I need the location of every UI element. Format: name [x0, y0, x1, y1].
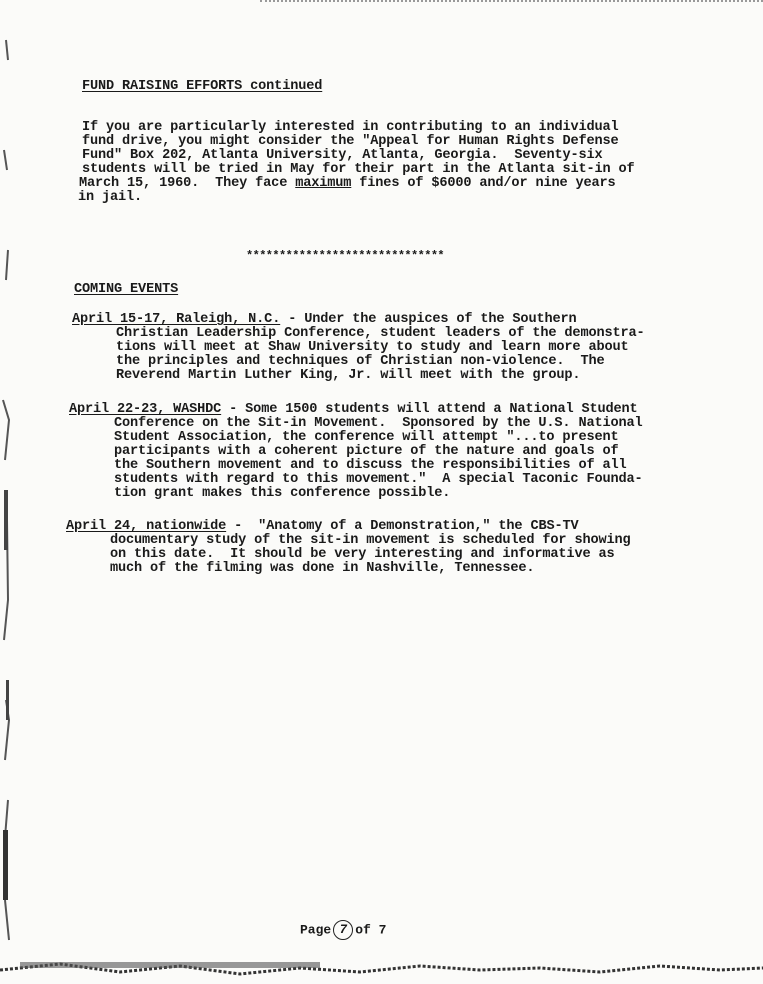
event-line: students with regard to this movement." A special Taconic Founda- [114, 472, 643, 487]
event-date-raleigh: April 15-17, Raleigh, N.C. [72, 312, 281, 327]
event-line: Conference on the Sit-in Movement. Sponsored by the U.S. National [114, 416, 643, 431]
fund-raising-line-4: students will be tried in May for their part in the Atlanta sit-in of [82, 162, 635, 177]
event-line: tions will meet at Shaw University to study and learn more about [116, 340, 629, 355]
event-line: - Under the auspices of the Southern [280, 312, 577, 327]
fund-raising-line-5-start: March 15, 1960. They face [79, 176, 296, 191]
event-line: the Southern movement and to discuss the responsibilities of all [114, 458, 627, 473]
event-line: participants with a coherent picture of the nature and goals of [114, 444, 619, 459]
fund-raising-line-5-tail: fines of $6000 and/or nine years [351, 176, 616, 191]
fund-raising-line-2: fund drive, you might consider the "Appeal for Human Rights Defense [82, 134, 619, 149]
event-line: much of the filming was done in Nashville, Tennessee. [110, 561, 535, 576]
scan-left-edge-noise [0, 0, 18, 984]
event-line: Student Association, the conference will attempt "...to present [114, 430, 619, 445]
page-footer [300, 920, 386, 940]
fund-raising-line-5 [79, 177, 616, 191]
page-of-total: of 7 [355, 922, 387, 938]
page-label: Page [300, 922, 332, 938]
fund-raising-line-3: Fund" Box 202, Atlanta University, Atlanta, Georgia. Seventy-six [82, 148, 603, 163]
coming-events-heading: COMING EVENTS [74, 282, 179, 297]
scan-top-border [260, 0, 763, 5]
section-separator: ****************************** [246, 249, 445, 263]
page-number-circled: 7 [333, 920, 353, 940]
fund-raising-line-6: in jail. [78, 190, 143, 205]
event-line: - "Anatomy of a Demonstration," the CBS-TV [226, 519, 579, 534]
event-line: on this date. It should be very interesting and informative as [110, 547, 615, 562]
event-line: Christian Leadership Conference, student leaders of the demonstra- [116, 326, 645, 341]
event-line: Reverend Martin Luther King, Jr. will meet with the group. [116, 368, 581, 383]
fund-raising-line-1: If you are particularly interested in contributing to an individual [82, 120, 619, 135]
scan-bottom-edge-noise [0, 950, 763, 984]
event-line: the principles and techniques of Christian non-violence. The [116, 354, 605, 369]
emphasis-maximum: maximum [295, 176, 352, 191]
event-date-washdc: April 22-23, WASHDC [69, 402, 222, 417]
event-date-nationwide: April 24, nationwide [66, 519, 227, 534]
event-line: - Some 1500 students will attend a National Student [221, 402, 638, 417]
event-line: tion grant makes this conference possible. [114, 486, 451, 501]
fund-raising-heading: FUND RAISING EFFORTS continued [82, 79, 323, 94]
event-line: documentary study of the sit-in movement is scheduled for showing [110, 533, 631, 548]
